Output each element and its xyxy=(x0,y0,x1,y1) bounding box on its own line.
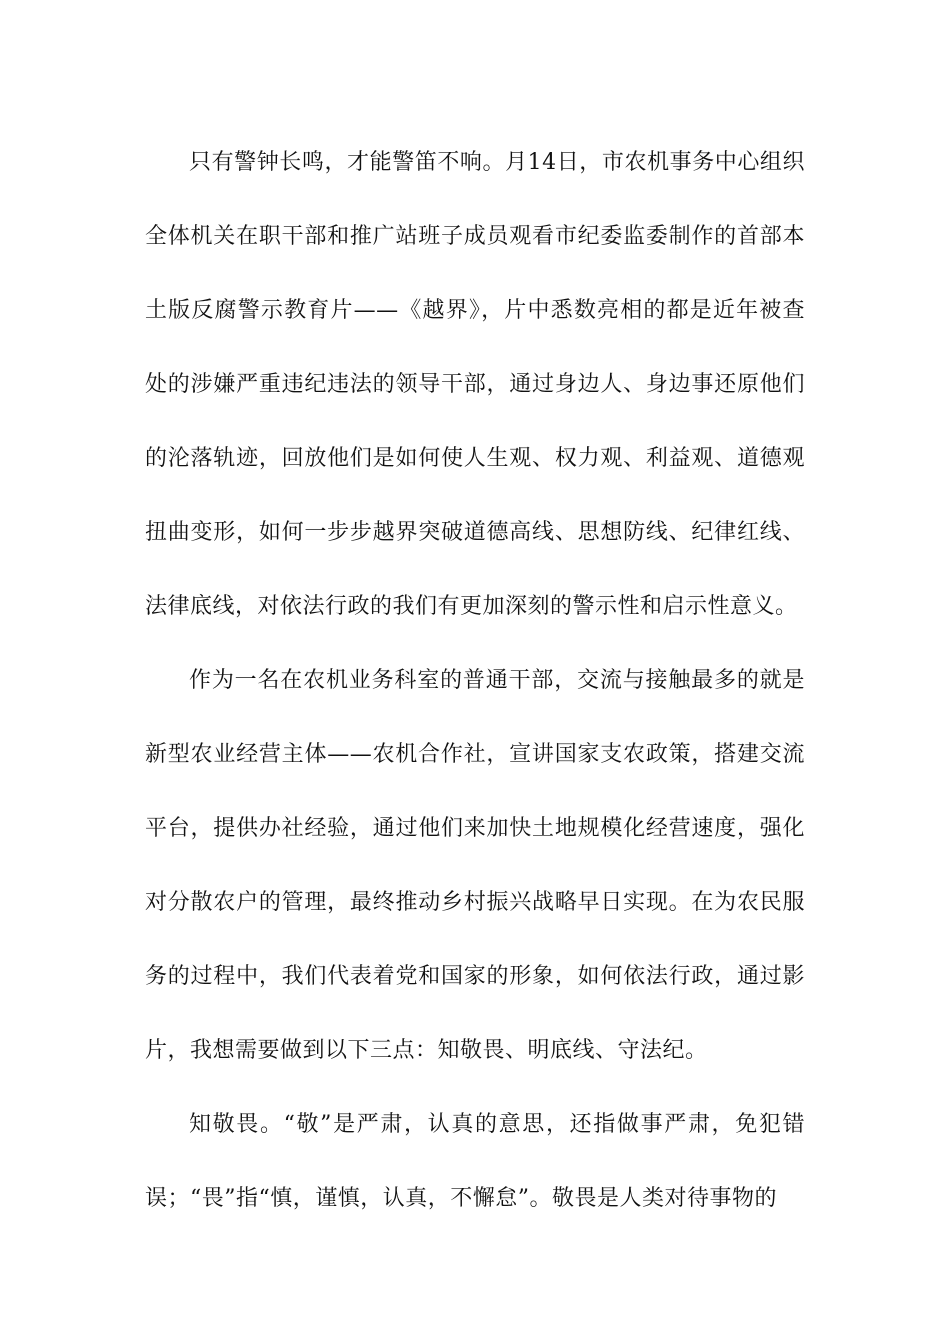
paragraph-cooperative-work: 作为一名在农机业务科室的普通干部，交流与接触最多的就是新型农业经营主体——农机合作社，宣讲国家支农政策，搭建交流平台，提供办社经验，通过他们来加快土地规模化经营速度，强化对分散农户的管理，最终推动乡村振兴战略早日实现。在为农民服务的过程中，我们代表着党和国家的形象，如何依法行政，通过影片，我想需要做到以下三点：知敬畏、明底线、守法纪。 xyxy=(145,668,805,1063)
paragraph-warning-film: 只有警钟长鸣，才能警笛不响。月14日，市农机事务中心组织全体机关在职干部和推广站班子成员观看市纪委监委制作的首部本土版反腐警示教育片——《越界》，片中悉数亮相的都是近年被查处的涉嫌严重违纪违法的领导干部，通过身边人、身边事还原他们的沦落轨迹，回放他们是如何使人生观、权力观、利益观、道德观扭曲变形，如何一步步越界突破道德高线、思想防线、纪律红线、法律底线，对依法行政的我们有更加深刻的警示性和启示性意义。 xyxy=(145,150,805,619)
document-body xyxy=(145,126,805,1236)
paragraph-reverence: 知敬畏。“敬”是严肃，认真的意思，还指做事严肃，免犯错误；“畏”指“慎，谨慎，认真，不懈怠”。敬畏是人类对待事物的 xyxy=(145,1112,805,1211)
